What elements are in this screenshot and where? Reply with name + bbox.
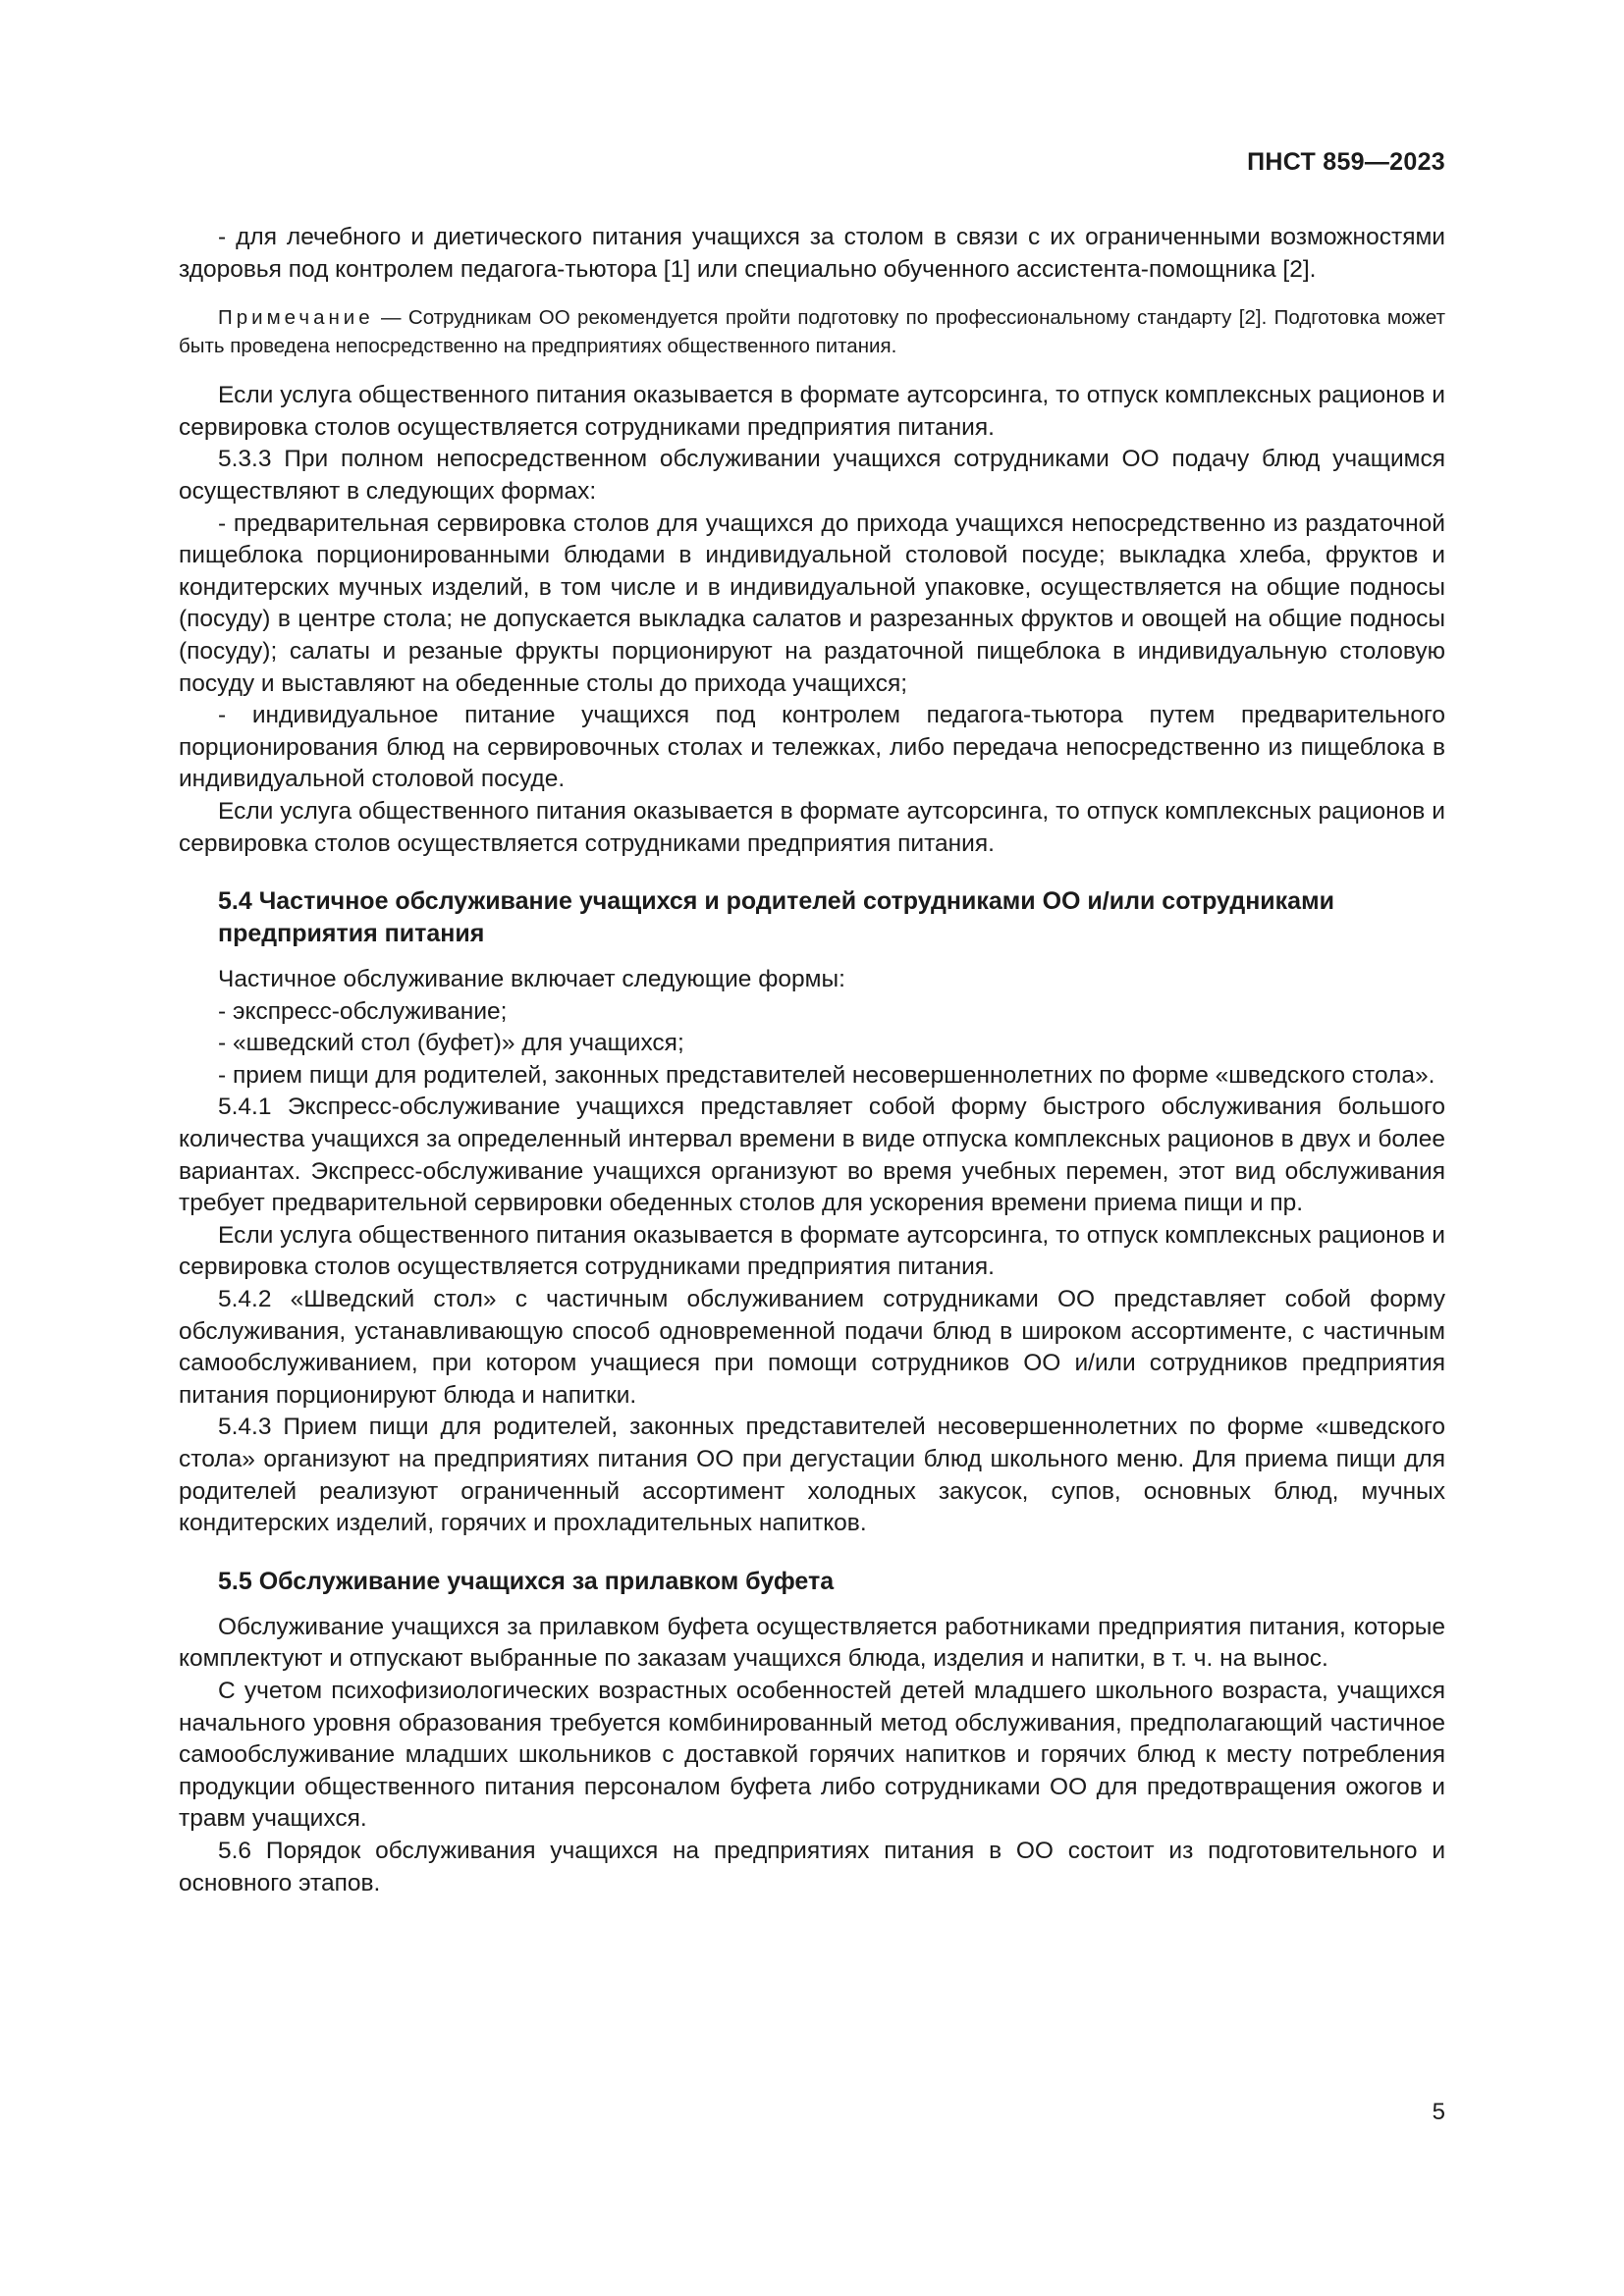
paragraph-5-5-combined-method: С учетом психофизиологических возрастных особенностей детей младшего школьного возраста, учащихся начального уровня образования требуется комбинированный метод обслуживания, предполагающий частичное самообслуживание младших школьников с доставкой горячих напитков и горячих блюд к месту потребления продукции общественного питания персоналом буфета либо сотрудниками ОО для предотвращения ожогов и травм учащихся. xyxy=(179,1677,1445,1833)
paragraph-preliminary-serving: - предварительная сервировка столов для учащихся до прихода учащихся непосредственно из раздаточной пищеблока порционированными блюдами в индивидуальной столовой посуде; выкладка хлеба, фруктов и кондитерских мучных изделий, в том числе и в индивидуальной упаковке, осуществляется на общие подносы (посуду) в центре стола; не допускается выкладка салатов и разрезанных фруктов и овощей на общие подносы (посуду); салаты и резаные фрукты порционируют на раздаточной пищеблока в индивидуальную столовую посуду и выставляют на обеденные столы до прихода учащихся; xyxy=(179,509,1445,697)
paragraph-5-5-counter-service: Обслуживание учащихся за прилавком буфета осуществляется работниками предприятия питания, которые комплектуют и отпускают выбранные по заказам учащихся блюда, изделия и напитки, в т. ч. на вынос. xyxy=(179,1613,1445,1673)
document-body xyxy=(179,222,1445,1899)
page-number: 5 xyxy=(1432,2099,1445,2125)
document-code: ПНСТ 859—2023 xyxy=(1247,148,1445,176)
list-item-parents: - прием пищи для родителей, законных представителей несовершеннолетних по форме «шведского стола». xyxy=(218,1061,1435,1089)
paragraph-individual-nutrition: - индивидуальное питание учащихся под контролем педагога-тьютора путем предварительного порционирования блюд на сервировочных столах и тележках, либо передача непосредственно из пищеблока в индивидуальной столовой посуде. xyxy=(179,702,1445,793)
paragraph-5-3-3: 5.3.3 При полном непосредственном обслуживании учащихся сотрудниками ОО подачу блюд учащимся осуществляют в следующих формах: xyxy=(179,446,1445,505)
paragraph-partial-intro: Частичное обслуживание включает следующие формы: xyxy=(218,966,845,993)
heading-5-5: 5.5 Обслуживание учащихся за прилавком буфета xyxy=(218,1567,835,1595)
list-item-buffet: - «шведский стол (буфет)» для учащихся; xyxy=(218,1030,684,1057)
paragraph-outsourcing-2: Если услуга общественного питания оказывается в формате аутсорсинга, то отпуск комплексных рационов и сервировка столов осуществляется сотрудниками предприятия питания. xyxy=(179,797,1445,857)
paragraph-5-4-1: 5.4.1 Экспресс-обслуживание учащихся представляет собой форму быстрого обслуживания большого количества учащихся за определенный интервал времени в виде отпуска комплексных рационов в двух и более вариантах. Экспресс-обслуживание учащихся организуют во время учебных перемен, этот вид обслуживания требует предварительной сервировки обеденных столов для ускорения времени приема пищи и пр. xyxy=(179,1094,1445,1217)
note-text: — Сотрудникам ОО рекомендуется пройти подготовку по профессиональному стандарту [2]. Подготовка может быть проведена непосредственно на предприятиях общественного питания. xyxy=(179,306,1445,358)
paragraph-outsourcing-3: Если услуга общественного питания оказывается в формате аутсорсинга, то отпуск комплексных рационов и сервировка столов осуществляется сотрудниками предприятия питания. xyxy=(179,1221,1445,1281)
list-item-express: - экспресс-обслуживание; xyxy=(218,997,508,1025)
paragraph-5-6: 5.6 Порядок обслуживания учащихся на предприятиях питания в ОО состоит из подготовительного и основного этапов. xyxy=(179,1837,1445,1896)
paragraph-5-4-2: 5.4.2 «Шведский стол» с частичным обслуживанием сотрудниками ОО представляет собой форму обслуживания, устанавливающую способ одновременной подачи блюд в широком ассортименте, с частичным самообслуживанием, при котором учащиеся при помощи сотрудников ОО и/или сотрудников предприятия питания порционируют блюда и напитки. xyxy=(179,1286,1445,1409)
paragraph-diet-nutrition: - для лечебного и диетического питания учащихся за столом в связи с их ограниченными возможностями здоровья под контролем педагога-тьютора [1] или специально обученного ассистента-помощника [2]. xyxy=(179,224,1445,283)
paragraph-outsourcing-1: Если услуга общественного питания оказывается в формате аутсорсинга, то отпуск комплексных рационов и сервировка столов осуществляется сотрудниками предприятия питания. xyxy=(179,382,1445,441)
note-label: Примечание xyxy=(218,306,374,330)
heading-5-4: 5.4 Частичное обслуживание учащихся и родителей сотрудниками ОО и/или сотрудниками предприятия питания xyxy=(218,887,1334,948)
note xyxy=(179,303,1445,360)
paragraph-5-4-3: 5.4.3 Прием пищи для родителей, законных представителей несовершеннолетних по форме «шведского стола» организуют на предприятиях питания ОО при дегустации блюд школьного меню. Для приема пищи для родителей реализуют ограниченный ассортимент холодных закусок, супов, основных блюд, мучных кондитерских изделий, горячих и прохладительных напитков. xyxy=(179,1414,1445,1537)
